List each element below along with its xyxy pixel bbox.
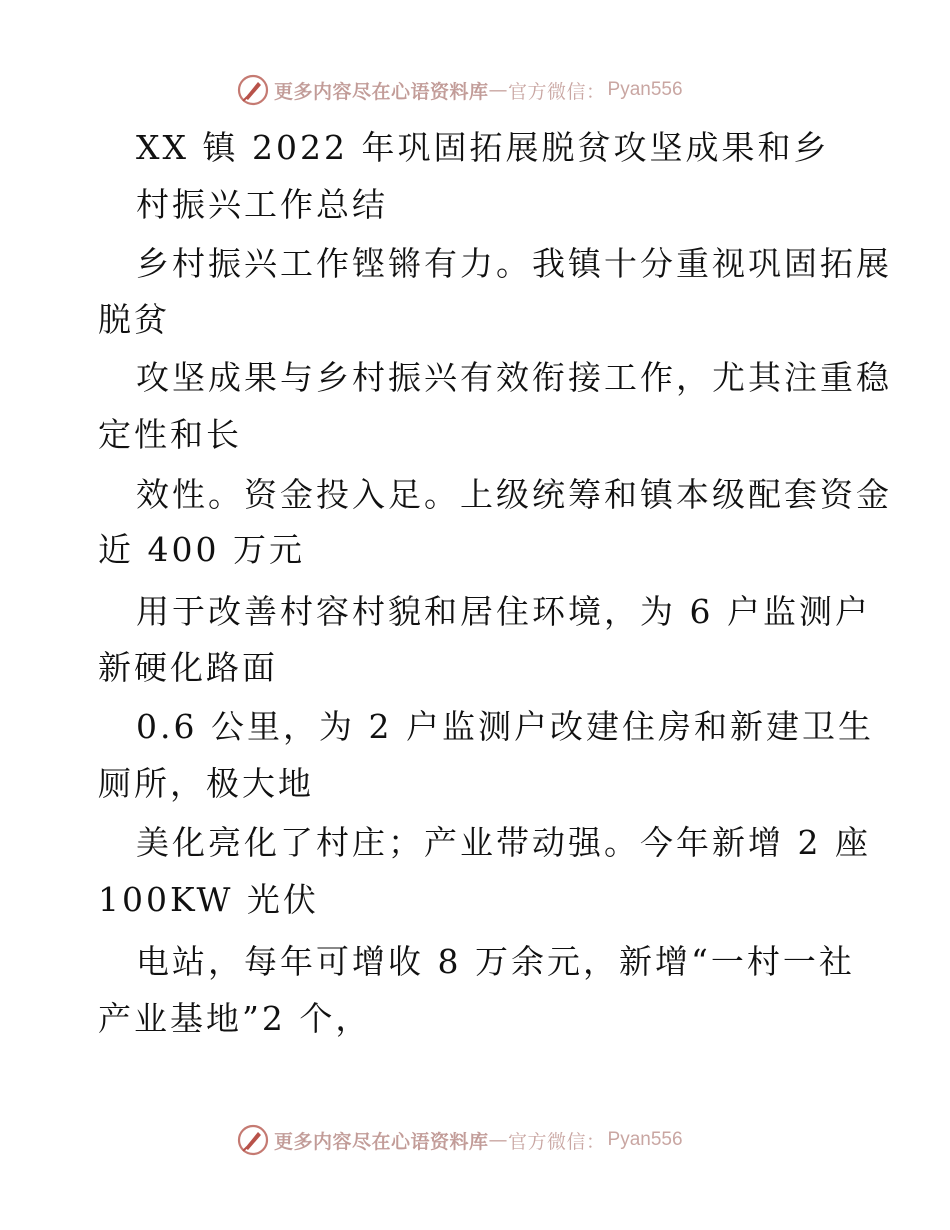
quill-logo-icon bbox=[236, 1123, 270, 1157]
paragraph-line: 攻坚成果与乡村振兴有效衔接工作，尤其注重稳 bbox=[136, 358, 892, 397]
paragraph-line: 100KW 光伏 bbox=[98, 880, 319, 919]
banner-main-text: 更多内容尽在心语资料库 bbox=[274, 1130, 489, 1153]
paragraph-line: 效性。资金投入足。上级统筹和镇本级配套资金 bbox=[136, 475, 892, 514]
paragraph-line: 产业基地”2 个， bbox=[98, 999, 372, 1038]
paragraph-line: 电站，每年可增收 8 万余元，新增“一村一社 bbox=[136, 942, 855, 981]
paragraph-line: 0.6 公里，为 2 户监测户改建住房和新建卫生 bbox=[136, 707, 874, 746]
banner-wechat-id: Pyan556 bbox=[607, 79, 683, 100]
banner-suffix-label: 官方微信： bbox=[508, 1130, 606, 1153]
banner-wechat-id: Pyan556 bbox=[607, 1129, 683, 1150]
paragraph-line: 新硬化路面 bbox=[98, 648, 278, 687]
paragraph-line: 美化亮化了村庄；产业带动强。今年新增 2 座 bbox=[136, 823, 871, 862]
banner-suffix-label: 官方微信： bbox=[508, 80, 606, 103]
paragraph-line: 脱贫 bbox=[98, 300, 170, 339]
header-watermark-banner bbox=[236, 72, 683, 108]
footer-watermark-banner bbox=[236, 1122, 683, 1158]
paragraph-line: 近 400 万元 bbox=[98, 530, 305, 569]
quill-logo-icon bbox=[236, 73, 270, 107]
banner-main-text: 更多内容尽在心语资料库 bbox=[274, 80, 489, 103]
banner-dash: — bbox=[488, 79, 509, 101]
paragraph-line: 乡村振兴工作铿锵有力。我镇十分重视巩固拓展 bbox=[136, 244, 892, 283]
paragraph-line: 用于改善村容村貌和居住环境，为 6 户监测户 bbox=[136, 592, 871, 631]
banner-dash: — bbox=[488, 1129, 509, 1151]
paragraph-line: 定性和长 bbox=[98, 415, 242, 454]
paragraph-line: 厕所，极大地 bbox=[98, 764, 314, 803]
document-title-line-2: 村振兴工作总结 bbox=[136, 185, 388, 224]
document-title-line-1: XX 镇 2022 年巩固拓展脱贫攻坚成果和乡 bbox=[136, 128, 830, 167]
